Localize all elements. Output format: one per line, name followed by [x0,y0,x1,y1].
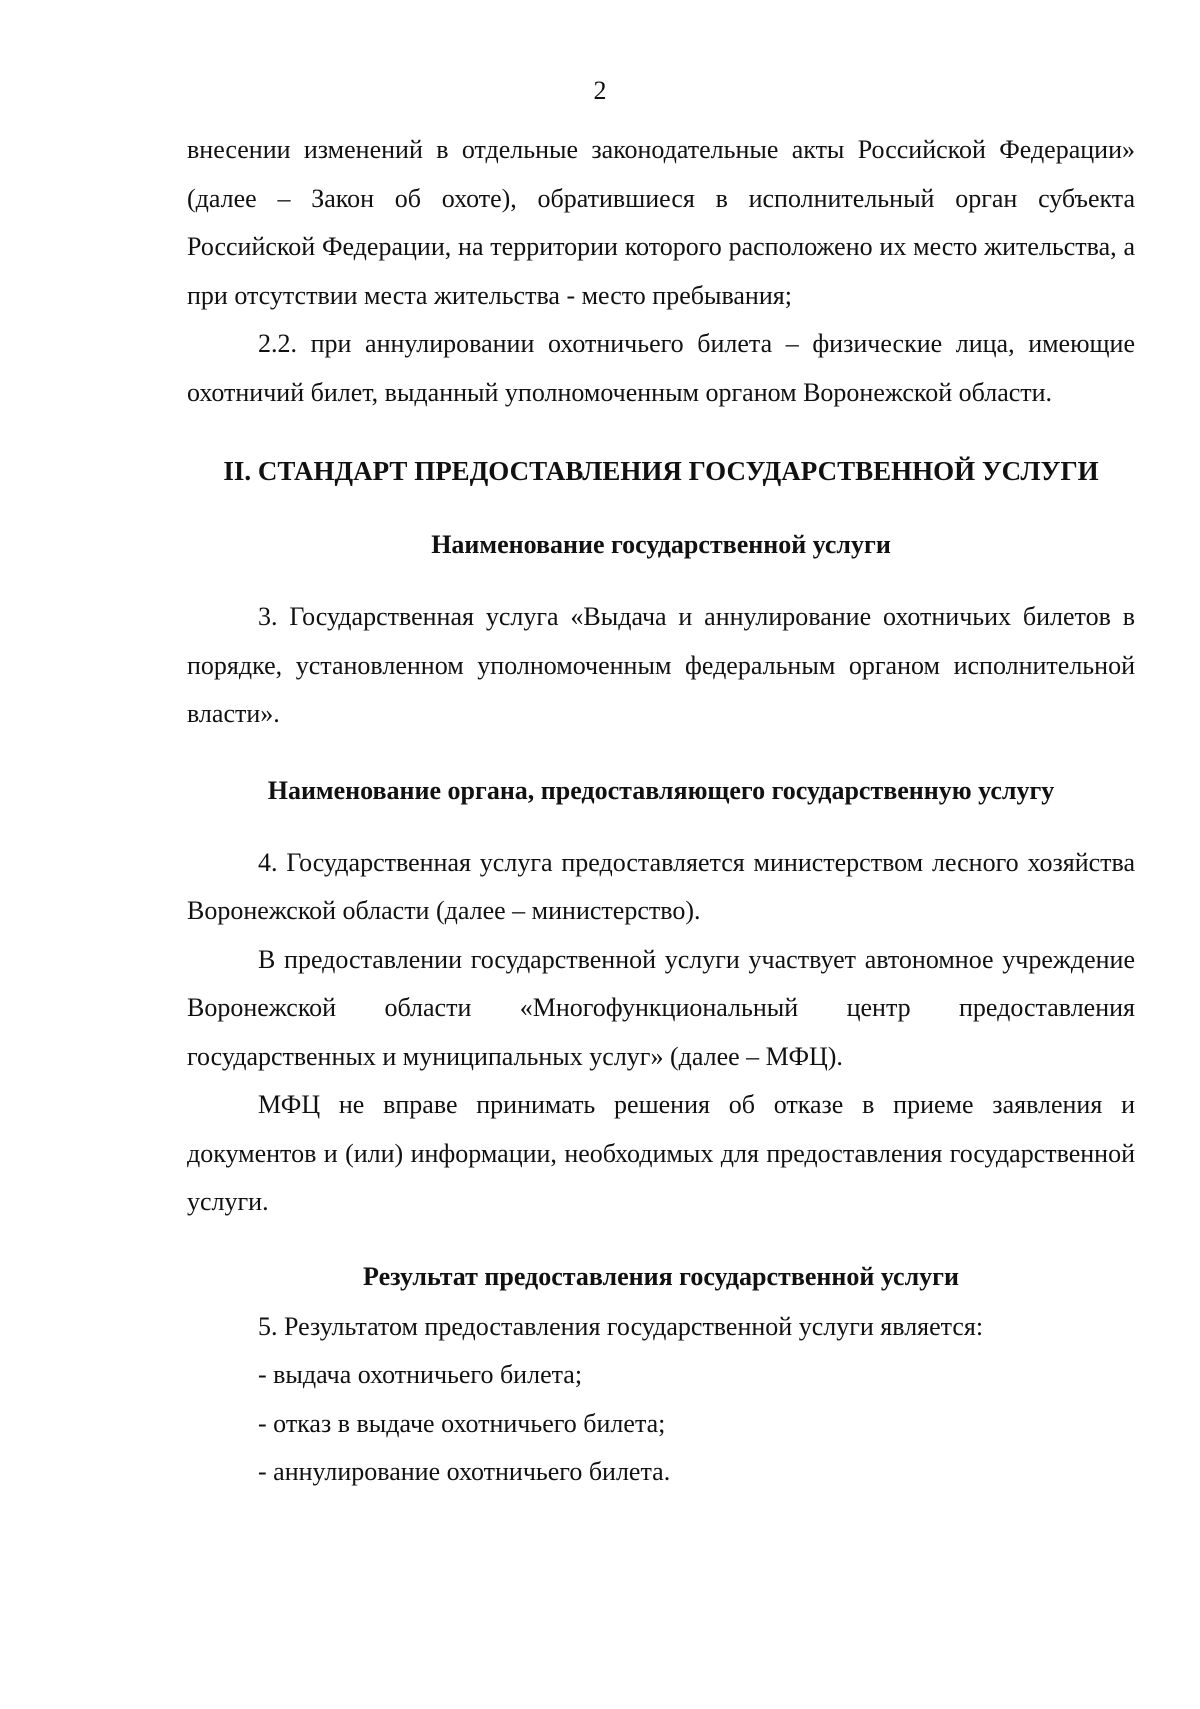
result-item-cancellation: - аннулирование охотничьего билета. [258,1457,671,1486]
paragraph-mfc-participation: В предоставлении государственной услуги участвует автономное учреждение Воронежской области «Многофункциональный центр предоставления государственных и муниципальных услуг» (далее – МФЦ). [187,944,1135,1071]
paragraph-mfc-restriction: МФЦ не вправе принимать решения об отказе в приеме заявления и документов и (или) информации, необходимых для предоставления государственной услуги. [187,1090,1135,1216]
paragraph-4: 4. Государственная услуга предоставляется министерством лесного хозяйства Воронежской области (далее – министерство). [187,847,1135,925]
paragraph-3: 3. Государственная услуга «Выдача и аннулирование охотничьих билетов в порядке, установленном уполномоченным федеральным органом исполнительной власти». [187,602,1135,728]
intro-paragraph-1: внесении изменений в отдельные законодательные акты Российской Федерации» (далее – Закон об охоте), обратившиеся в исполнительный орган субъекта Российской Федерации, на территории которого расположено их место жительства, а при отсутствии места жительства - место пребывания; [187,135,1135,310]
heading-service-provider: Наименование органа, предоставляющего государственную услугу [267,775,1055,805]
heading-service-name: Наименование государственной услуги [431,530,891,559]
heading-service-result: Результат предоставления государственной услуги [363,1261,959,1291]
paragraph-5: 5. Результатом предоставления государственной услуги является: [258,1311,984,1341]
section-title: II. СТАНДАРТ ПРЕДОСТАВЛЕНИЯ ГОСУДАРСТВЕННОЙ УСЛУГИ [223,456,1099,486]
page-number: 2 [593,76,607,105]
result-item-issue: - выдача охотничьего билета; [258,1360,583,1389]
result-item-refusal: - отказ в выдаче охотничьего билета; [258,1408,666,1438]
intro-paragraph-2: 2.2. при аннулировании охотничьего билета – физические лица, имеющие охотничий билет, выданный уполномоченным органом Воронежской области. [187,329,1135,407]
page-content [187,126,1135,1497]
